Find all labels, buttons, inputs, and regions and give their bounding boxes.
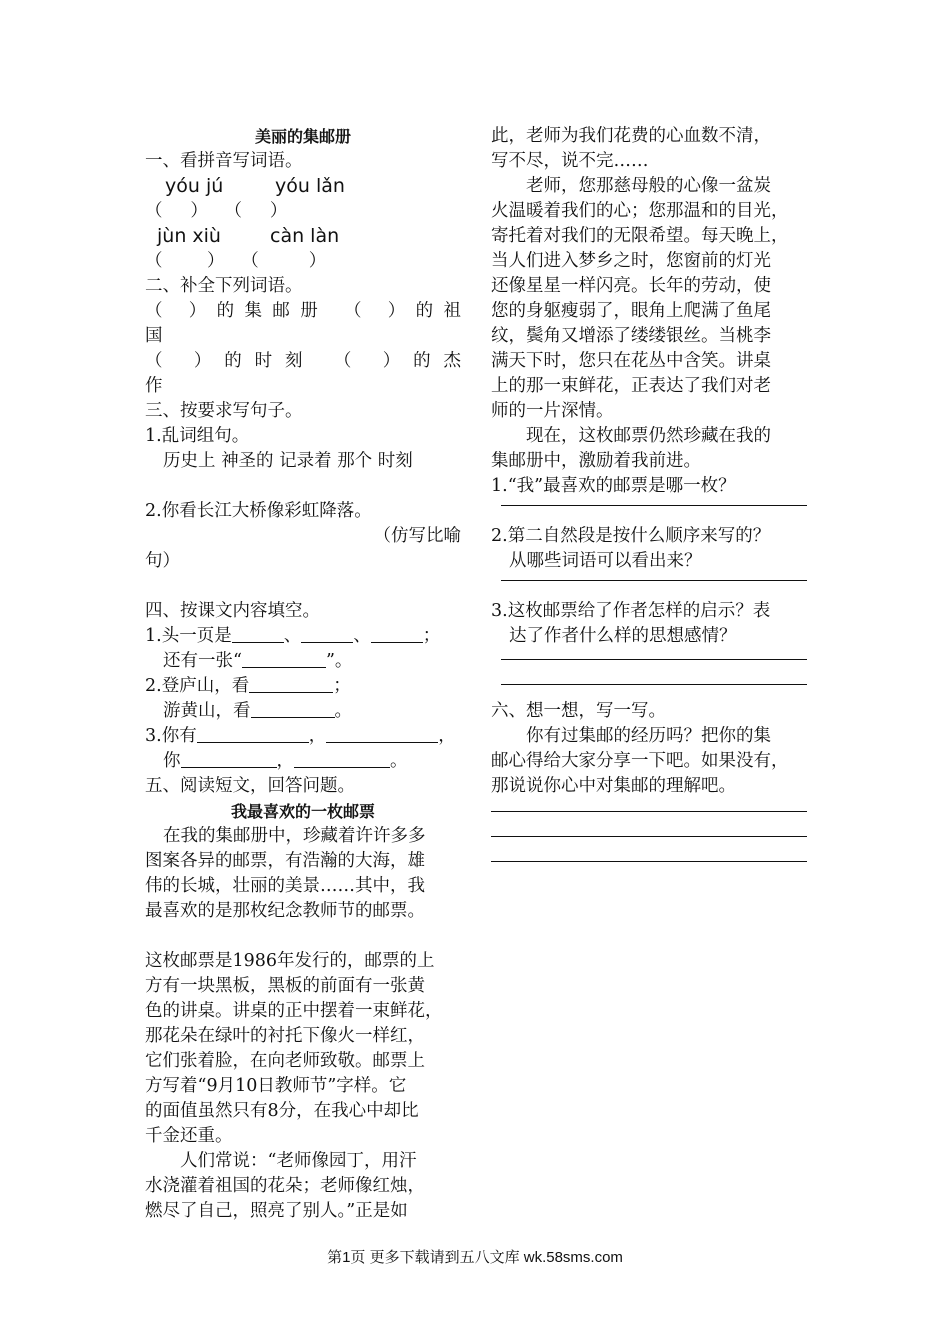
section-2-heading: 二、补全下列词语。: [145, 276, 303, 296]
question-4-2-text: 2.登庐山，看: [145, 676, 250, 696]
reading-question-2: 2.第二自然段是按什么顺序来写的？: [491, 526, 771, 546]
pinyin-canlan: càn làn: [270, 225, 340, 247]
story-line: 满天下时，您只在花丛中含笑。讲桌: [491, 351, 771, 371]
left-column: [145, 124, 461, 1224]
fill-word-line-2[interactable]: （ ）的时刻 （ ）的杰: [145, 351, 461, 371]
question-4-2: [145, 674, 461, 699]
story-line: 在我的集邮册中，珍藏着许许多多: [163, 826, 426, 846]
blank[interactable]: [181, 749, 277, 768]
right-column: [491, 124, 807, 862]
story-line: 现在，这枚邮票仍然珍藏在我的: [526, 426, 771, 446]
page-title: 美丽的集邮册: [254, 127, 351, 146]
question-4-1b: [145, 649, 461, 674]
blank[interactable]: [301, 624, 353, 643]
fill-word-line-1-cont: 国: [145, 326, 163, 346]
pinyin-row-2: [145, 224, 461, 249]
question-4-1-text: 1.头一页是: [145, 626, 232, 646]
blank[interactable]: [197, 724, 309, 743]
answer-line[interactable]: [501, 659, 807, 660]
story-line: 方写着“9月10日教师节”字样。它: [145, 1076, 407, 1096]
separator: 、: [353, 626, 371, 646]
story-line: 写不尽，说不完……: [491, 151, 649, 171]
answer-line[interactable]: [501, 580, 807, 581]
question-4-3b-text: 你: [163, 751, 181, 771]
story-line: 色的讲桌。讲桌的正中摆着一束鲜花，: [145, 1001, 443, 1021]
question-4-1: [145, 624, 461, 649]
separator: ；: [333, 676, 351, 696]
question-4-3-text: 3.你有: [145, 726, 197, 746]
story-line: 寄托着对我们的无限希望。每天晚上，: [491, 226, 789, 246]
blank[interactable]: [242, 649, 326, 668]
blank[interactable]: [371, 624, 423, 643]
paragraph-gap: [145, 924, 461, 949]
question-3-2-hint-cont: 句）: [145, 551, 180, 571]
question-4-2b: [145, 699, 461, 724]
story-line: 那花朵在绿叶的衬托下像火一样红，: [145, 1026, 425, 1046]
pinyin-youlan: yóu lǎn: [275, 175, 345, 197]
answer-line[interactable]: [491, 811, 807, 812]
blank[interactable]: [294, 749, 390, 768]
story-line: 老师，您那慈母般的心像一盆炭: [526, 176, 771, 196]
story-line: 燃尽了自己，照亮了别人。”正是如: [145, 1201, 408, 1221]
story-line: 当人们进入梦乡之时，您窗前的灯光: [491, 251, 771, 271]
pinyin-junxiu: jùn xiù: [157, 225, 221, 247]
story-line: 伟的长城，壮丽的美景……其中，我: [145, 876, 425, 896]
fill-word-line-2-cont: 作: [145, 376, 163, 396]
separator: 。: [334, 701, 352, 721]
story-title: 我最喜欢的一枚邮票: [230, 802, 375, 821]
question-4-2b-text: 游黄山，看: [163, 701, 251, 721]
question-4-3: [145, 724, 461, 749]
pinyin-youju: yóu jú: [165, 175, 224, 197]
section-6-line-3: 那说说你心中对集邮的理解吧。: [491, 776, 736, 796]
answer-line[interactable]: [491, 861, 807, 862]
separator: ”。: [325, 651, 353, 671]
reading-question-3-cont: 达了作者什么样的思想感情？: [509, 626, 737, 646]
section-3-heading: 三、按要求写句子。: [145, 401, 303, 421]
story-line: 图案各异的邮票，有浩瀚的大海，雄: [145, 851, 425, 871]
blank[interactable]: [326, 724, 438, 743]
question-4-1b-text: 还有一张“: [163, 651, 242, 671]
separator: 、: [283, 626, 302, 646]
story-text-right: [491, 124, 807, 474]
blank[interactable]: [249, 674, 333, 693]
question-4-3b: [145, 749, 461, 774]
story-line: 还像星星一样闪亮。长年的劳动，使: [491, 276, 771, 296]
story-line: 此，老师为我们花费的心血数不清，: [491, 126, 771, 146]
pinyin-row-1: [145, 174, 461, 199]
question-3-1: 1.乱词组句。: [145, 426, 250, 446]
scrambled-words: 历史上 神圣的 记录着 那个 时刻: [163, 451, 413, 471]
answer-parens-row-1[interactable]: （ ） （ ）: [145, 201, 288, 221]
story-line: 纹，鬓角又增添了缕缕银丝。当桃李: [491, 326, 771, 346]
reading-question-3: 3.这枚邮票给了作者怎样的启示？表: [491, 601, 771, 621]
story-line: 师的一片深情。: [491, 401, 614, 421]
separator: ，: [276, 751, 294, 771]
story-line: 它们张着脸，在向老师致敬。邮票上: [145, 1051, 425, 1071]
reading-question-2-cont: 从哪些词语可以看出来？: [509, 551, 702, 571]
story-line: 上的那一束鲜花，正表达了我们对老: [491, 376, 771, 396]
story-line: 千金还重。: [145, 1126, 233, 1146]
question-3-2-hint: （仿写比喻: [373, 526, 461, 546]
section-6-line-1: 你有过集邮的经历吗？把你的集: [526, 726, 771, 746]
answer-space[interactable]: [145, 574, 461, 599]
story-line: 这枚邮票是1986年发行的，邮票的上: [145, 951, 435, 971]
answer-line[interactable]: [491, 836, 807, 837]
section-5-heading: 五、阅读短文，回答问题。: [145, 776, 355, 796]
question-3-2: 2.你看长江大桥像彩虹降落。: [145, 501, 372, 521]
separator: 。: [390, 751, 408, 771]
story-line: 您的身躯瘦弱了，眼角上爬满了鱼尾: [491, 301, 771, 321]
story-text-left: [145, 824, 461, 1224]
story-line: 水浇灌着祖国的花朵；老师像红烛，: [145, 1176, 425, 1196]
answer-line[interactable]: [501, 684, 807, 685]
separator: ；: [422, 626, 441, 646]
answer-parens-row-2[interactable]: （ ） （ ）: [145, 251, 327, 271]
section-1-heading: 一、看拼音写词语。: [145, 151, 303, 171]
section-6-line-2: 邮心得给大家分享一下吧。如果没有，: [491, 751, 789, 771]
fill-word-line-1[interactable]: （ ）的集邮册 （ ）的祖: [145, 301, 461, 321]
reading-question-1: 1.“我”最喜欢的邮票是哪一枚？: [491, 476, 736, 496]
answer-space[interactable]: [145, 474, 461, 499]
story-line: 人们常说：“老师像园丁，用汗: [180, 1151, 417, 1171]
story-line: 最喜欢的是那枚纪念教师节的邮票。: [145, 901, 425, 921]
blank[interactable]: [251, 699, 335, 718]
story-line: 方有一块黑板，黑板的前面有一张黄: [145, 976, 425, 996]
story-line: 集邮册中，激励着我前进。: [491, 451, 701, 471]
answer-line[interactable]: [501, 505, 807, 506]
section-6-heading: 六、想一想，写一写。: [491, 701, 666, 721]
story-line: 火温暖着我们的心；您那温和的目光，: [491, 201, 789, 221]
section-4-heading: 四、按课文内容填空。: [145, 601, 320, 621]
separator: ，: [438, 726, 456, 746]
story-line: 的面值虽然只有8分，在我心中却比: [145, 1101, 419, 1121]
blank[interactable]: [232, 624, 284, 643]
separator: ，: [308, 726, 327, 746]
page-footer: 第1页 更多下载请到五八文库 wk.58sms.com: [327, 1249, 623, 1266]
